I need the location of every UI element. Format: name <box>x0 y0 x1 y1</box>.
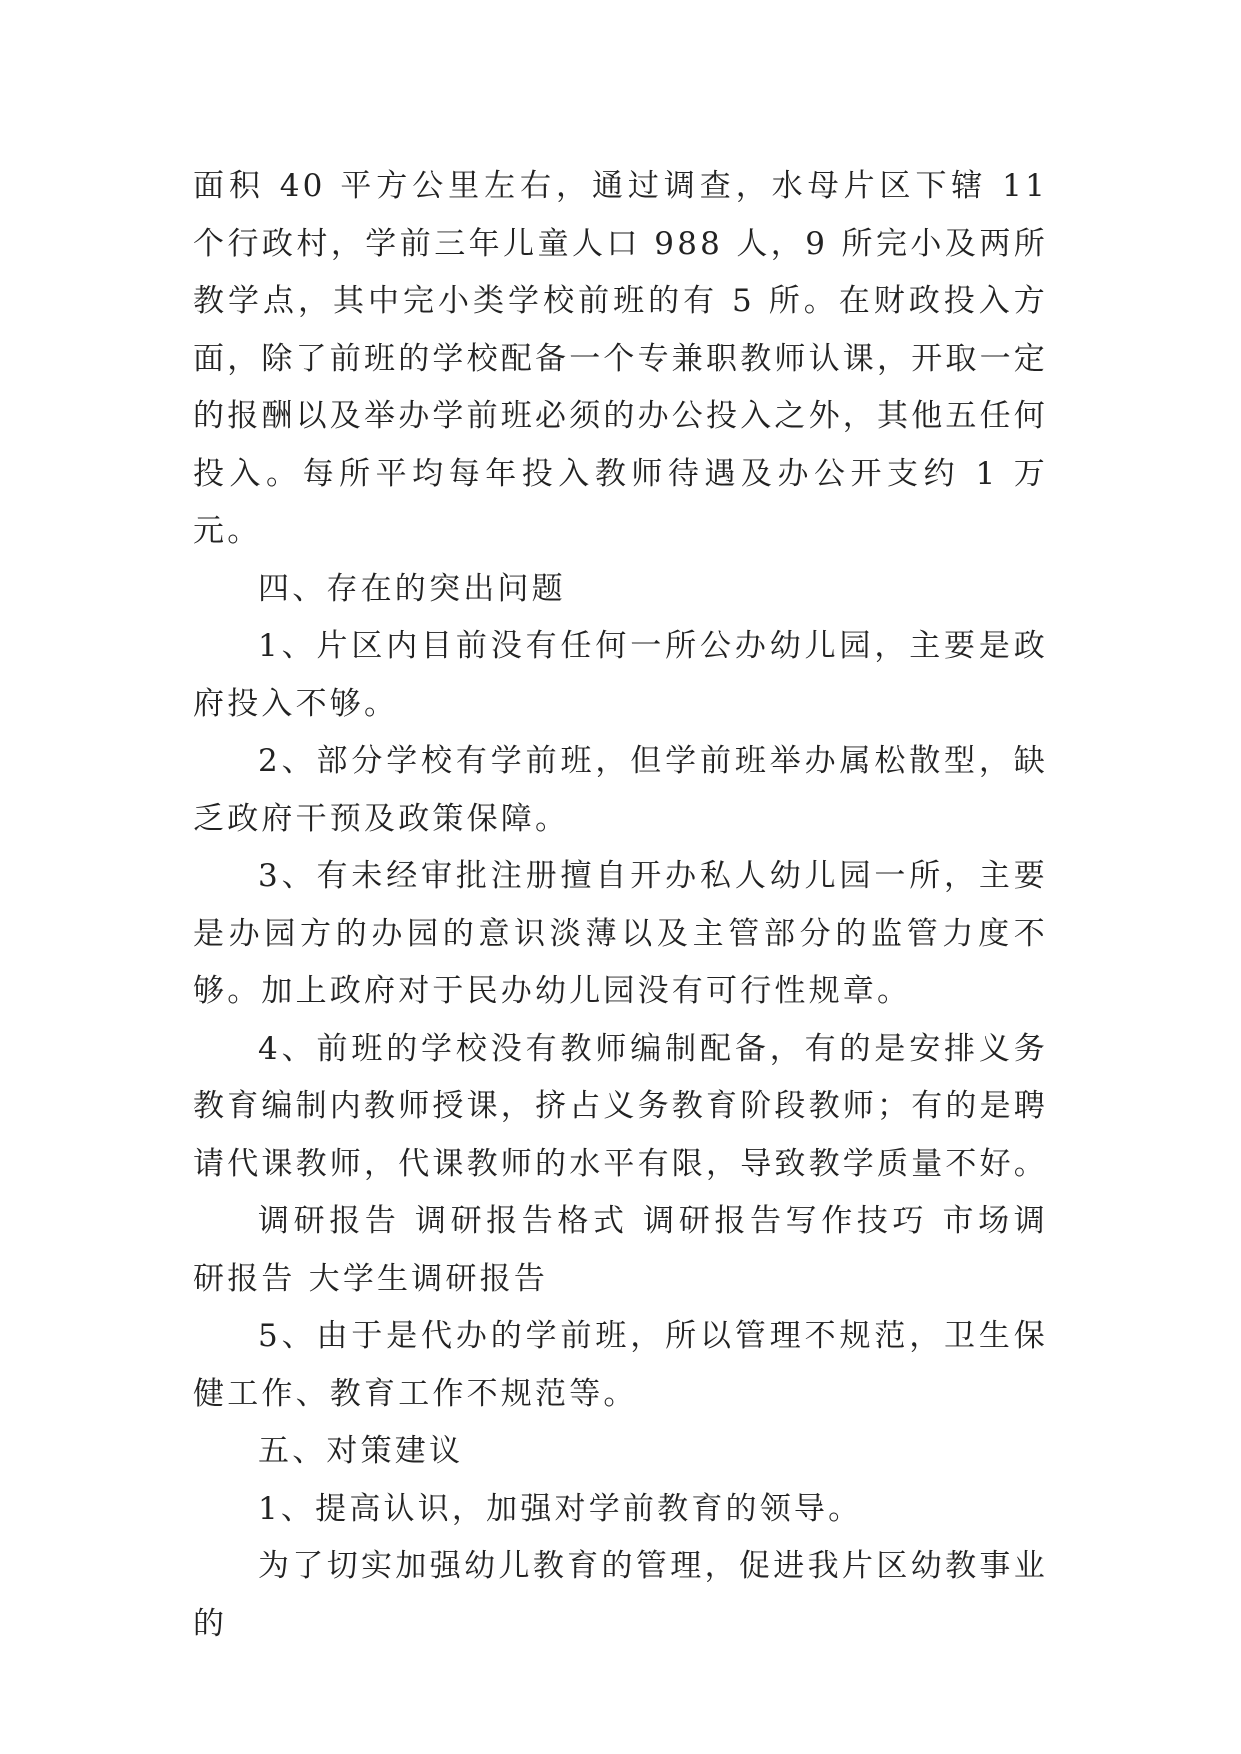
section-heading-problems: 四、存在的突出问题 <box>258 570 566 607</box>
problem-item-2: 2、部分学校有学前班，但学前班举办属松散型，缺乏政府干预及政策保障。 <box>193 743 1048 837</box>
related-keywords-line: 调研报告 调研报告格式 调研报告写作技巧 市场调研报告 大学生调研报告 <box>193 1203 1048 1297</box>
suggestion-item-1: 1、提高认识，加强对学前教育的领导。 <box>258 1490 863 1527</box>
problem-item-5: 5、由于是代办的学前班，所以管理不规范，卫生保健工作、教育工作不规范等。 <box>193 1318 1048 1412</box>
problem-item-4: 4、前班的学校没有教师编制配备，有的是安排义务教育编制内教师授课，挤占义务教育阶段教师；有的是聘请代课教师，代课教师的水平有限，导致教学质量不好。 <box>193 1030 1048 1182</box>
problem-item-1: 1、片区内目前没有任何一所公办幼儿园，主要是政府投入不够。 <box>193 628 1048 722</box>
document-body <box>193 158 1048 1653</box>
paragraph-overview-continuation: 面积 40 平方公里左右，通过调查，水母片区下辖 11 个行政村，学前三年儿童人口 988 人，9 所完小及两所教学点，其中完小类学校前班的有 5 所。在财政投入方面，除了前班的学校配备一个专兼职教师认课，开取一定的报酬以及举办学前班必须的办公投入之外，其他五任何投入。每所平均每年投入教师待遇及办公开支约 1 万元。 <box>193 168 1048 549</box>
suggestion-paragraph-start: 为了切实加强幼儿教育的管理，促进我片区幼教事业的 <box>193 1548 1048 1642</box>
problem-item-3: 3、有未经审批注册擅自开办私人幼儿园一所，主要是办园方的办园的意识淡薄以及主管部分的监管力度不够。加上政府对于民办幼儿园没有可行性规章。 <box>193 858 1048 1009</box>
section-heading-suggestions: 五、对策建议 <box>258 1433 464 1469</box>
